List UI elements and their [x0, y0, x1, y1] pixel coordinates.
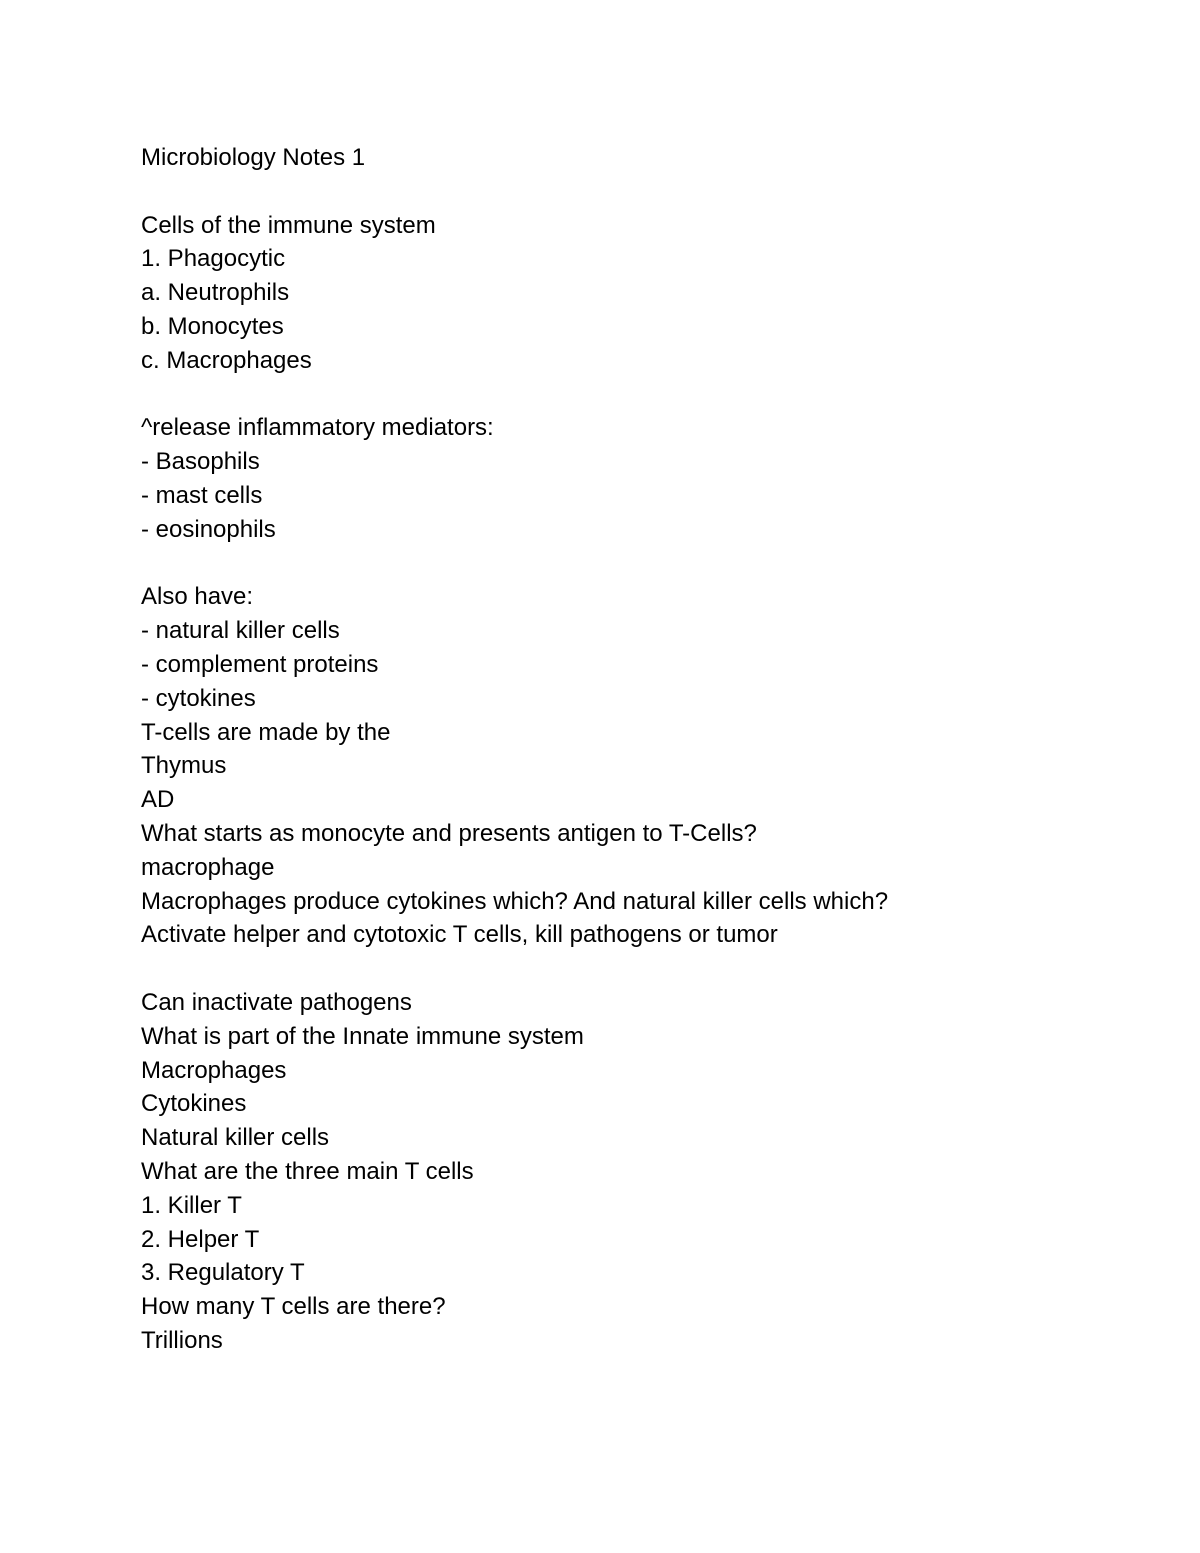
- text-line: AD: [141, 786, 175, 814]
- text-line: - natural killer cells: [141, 617, 340, 645]
- section-heading: Cells of the immune system: [141, 211, 436, 239]
- text-line: - cytokines: [141, 684, 256, 712]
- text-line: - Basophils: [141, 448, 260, 476]
- text-line: a. Neutrophils: [141, 279, 290, 307]
- text-line: - eosinophils: [141, 515, 276, 543]
- text-line: b. Monocytes: [141, 312, 284, 340]
- text-line: 2. Helper T: [141, 1225, 260, 1253]
- text-line: Macrophages: [141, 1056, 287, 1084]
- text-line: ^release inflammatory mediators:: [141, 414, 494, 442]
- text-line: What is part of the Innate immune system: [141, 1022, 584, 1050]
- text-line: 3. Regulatory T: [141, 1259, 305, 1287]
- blank-line: [141, 378, 1101, 412]
- text-line: Activate helper and cytotoxic T cells, kill pathogens or tumor: [141, 921, 778, 949]
- text-line: Can inactivate pathogens: [141, 988, 412, 1016]
- text-line: 1. Phagocytic: [141, 245, 286, 273]
- text-line: Cytokines: [141, 1090, 247, 1118]
- text-line: - complement proteins: [141, 650, 379, 678]
- document-body: [141, 141, 1101, 1358]
- blank-line: [141, 547, 1101, 581]
- text-line: macrophage: [141, 853, 275, 881]
- document-title: Microbiology Notes 1: [141, 144, 366, 171]
- text-line: Natural killer cells: [141, 1124, 330, 1152]
- text-line: What starts as monocyte and presents antigen to T-Cells?: [141, 819, 757, 847]
- text-line: How many T cells are there?: [141, 1293, 446, 1321]
- text-line: c. Macrophages: [141, 346, 312, 374]
- text-line: T-cells are made by the: [141, 718, 391, 746]
- blank-line: [141, 175, 1101, 209]
- blank-line: [141, 952, 1101, 986]
- text-line: 1. Killer T: [141, 1191, 242, 1219]
- text-line: - mast cells: [141, 481, 263, 509]
- text-line: Macrophages produce cytokines which? And natural killer cells which?: [141, 887, 889, 915]
- text-line: What are the three main T cells: [141, 1157, 474, 1185]
- text-line: Thymus: [141, 752, 227, 780]
- text-line: Trillions: [141, 1326, 223, 1354]
- text-line: Also have:: [141, 583, 254, 611]
